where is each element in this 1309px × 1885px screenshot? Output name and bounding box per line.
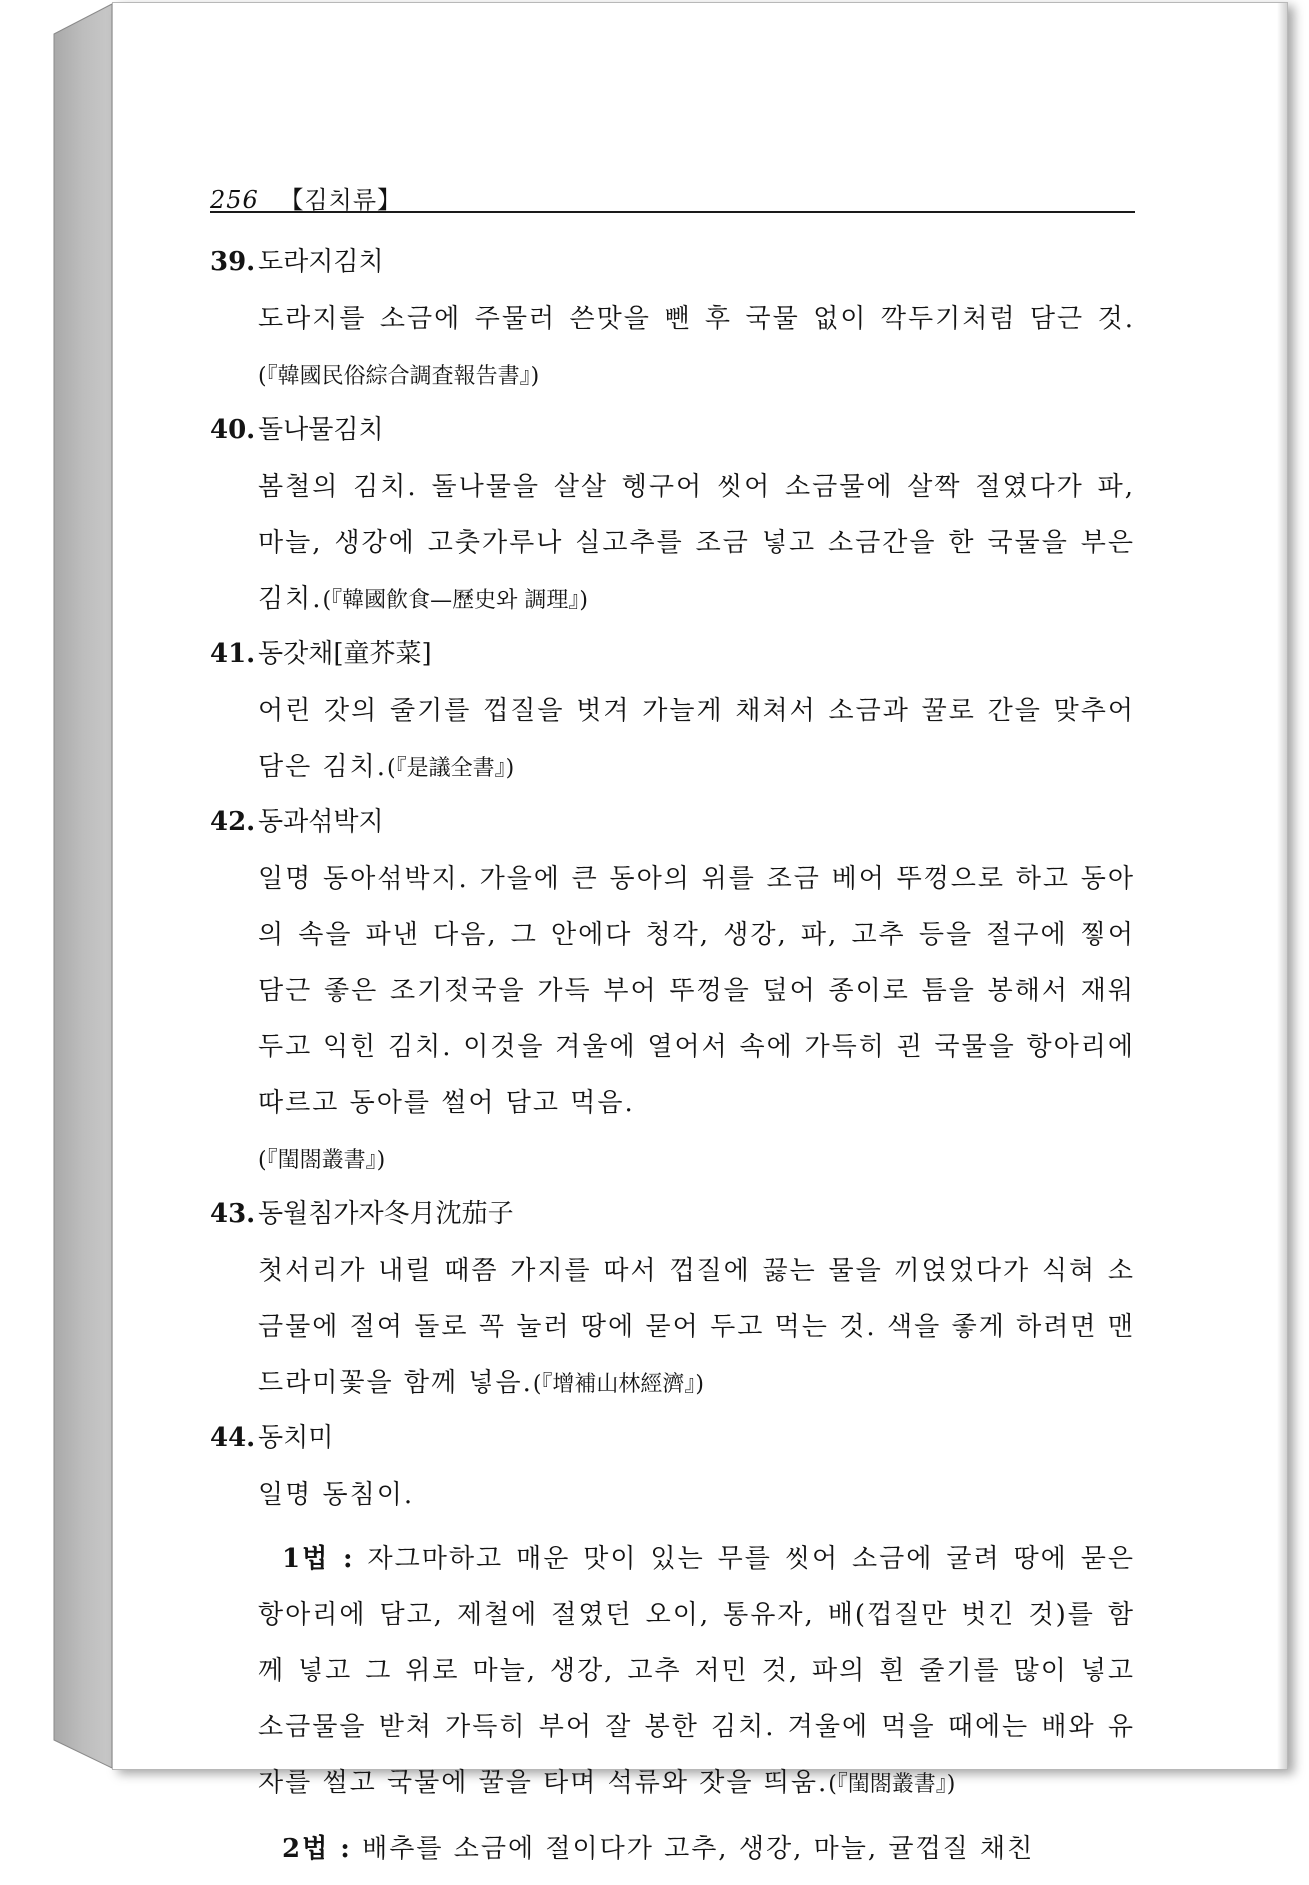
entry-title <box>210 1197 1135 1231</box>
method-paragraph <box>258 1531 1135 1813</box>
entry-body <box>258 683 1135 797</box>
entry-number: 44. <box>210 1423 256 1453</box>
entry-number: 39. <box>210 247 256 277</box>
entry-source: (『韓國民俗綜合調査報告書』) <box>258 364 540 389</box>
entry-title <box>210 413 1135 447</box>
section-label: 【김치류】 <box>279 186 403 214</box>
entry-source: (『是議全書』) <box>387 756 515 781</box>
entry <box>210 1421 1135 1877</box>
running-head <box>210 180 402 215</box>
entry-name: 동갓채[童芥菜] <box>258 639 432 669</box>
method-text: 자그마하고 매운 맛이 있는 무를 씻어 소금에 굴려 땅에 묻은 항아리에 담고, 제철에 절였던 오이, 통유자, 배(껍질만 벗긴 것)를 함께 넣고 그 위로 마늘, 생강, 고추 저민 것, 파의 흰 줄기를 많이 넣고 소금물을 받쳐 가득히 부어 잘 봉한 김치. 겨울에 먹을 때에는 배와 유자를 썰고 국물에 꿀을 타며 석류와 잣을 띄움. <box>258 1544 1136 1798</box>
entry-source: (『增補山林經濟』) <box>532 1372 705 1397</box>
entry-text: 봄철의 김치. 돌나물을 살살 헹구어 씻어 소금물에 살짝 절였다가 파, 마늘, 생강에 고춧가루나 실고추를 조금 넣고 소금간을 한 국물을 부은 김치. <box>258 472 1135 614</box>
entry-text: 어린 갓의 줄기를 껍질을 벗겨 가늘게 채쳐서 소금과 꿀로 간을 맞추어 담은 김치. <box>258 696 1135 782</box>
entry-source: (『閨閤叢書』) <box>258 1148 386 1173</box>
entry-intro <box>258 1467 1135 1523</box>
entry <box>210 245 1135 405</box>
entry-body <box>258 851 1135 1189</box>
entry-name: 동월침가자冬月沈茄子 <box>258 1199 514 1229</box>
method-text: 배추를 소금에 절이다가 고추, 생강, 마늘, 귤껍질 채친 <box>362 1834 1035 1864</box>
entry-number: 43. <box>210 1199 256 1229</box>
entry-name: 동치미 <box>258 1423 334 1453</box>
entry-source: (『韓國飮食—歷史와 調理』) <box>322 588 588 613</box>
entry-title <box>210 805 1135 839</box>
method-label: 1법 : <box>282 1544 355 1574</box>
header-rule <box>210 211 1135 213</box>
entry-body <box>258 459 1135 629</box>
entry <box>210 637 1135 797</box>
entry-name: 도라지김치 <box>258 247 384 277</box>
entry-body <box>258 1243 1135 1413</box>
page-number: 256 <box>210 186 259 214</box>
entry-title <box>210 245 1135 279</box>
entry-number: 40. <box>210 415 256 445</box>
entry-source: (『閨閤叢書』) <box>828 1772 956 1797</box>
entry-name: 돌나물김치 <box>258 415 384 445</box>
entry-title <box>210 637 1135 671</box>
entry-text: 일명 동침이. <box>258 1480 415 1510</box>
entry-number: 42. <box>210 807 256 837</box>
book-spine <box>54 0 114 1773</box>
entry-number: 41. <box>210 639 256 669</box>
entry <box>210 1197 1135 1413</box>
entry-text: 첫서리가 내릴 때쯤 가지를 따서 껍질에 끓는 물을 끼얹었다가 식혀 소금물에 절여 돌로 꼭 눌러 땅에 묻어 두고 먹는 것. 색을 좋게 하려면 맨드라미꽃을 함께 넣음. <box>258 1256 1135 1398</box>
method-label: 2법 : <box>282 1834 352 1864</box>
entry <box>210 413 1135 629</box>
entry-text: 일명 동아섞박지. 가을에 큰 동아의 위를 조금 베어 뚜껑으로 하고 동아의 속을 파낸 다음, 그 안에다 청각, 생강, 파, 고추 등을 절구에 찧어 담근 좋은 조기젓국을 가득 부어 뚜껑을 덮어 종이로 틈을 봉해서 재워 두고 익힌 김치. 이것을 겨울에 열어서 속에 가득히 괸 국물을 항아리에 따르고 동아를 썰어 담고 먹음. <box>258 864 1135 1118</box>
entry <box>210 805 1135 1189</box>
entry-body <box>258 291 1135 405</box>
page-edge-shadow <box>1277 3 1287 1769</box>
entry-name: 동과섞박지 <box>258 807 384 837</box>
entry-text: 도라지를 소금에 주물러 쓴맛을 뺀 후 국물 없이 깍두기처럼 담근 것. <box>258 304 1135 334</box>
page-content <box>210 245 1135 1885</box>
entry-title <box>210 1421 1135 1455</box>
method-paragraph <box>258 1821 1135 1877</box>
